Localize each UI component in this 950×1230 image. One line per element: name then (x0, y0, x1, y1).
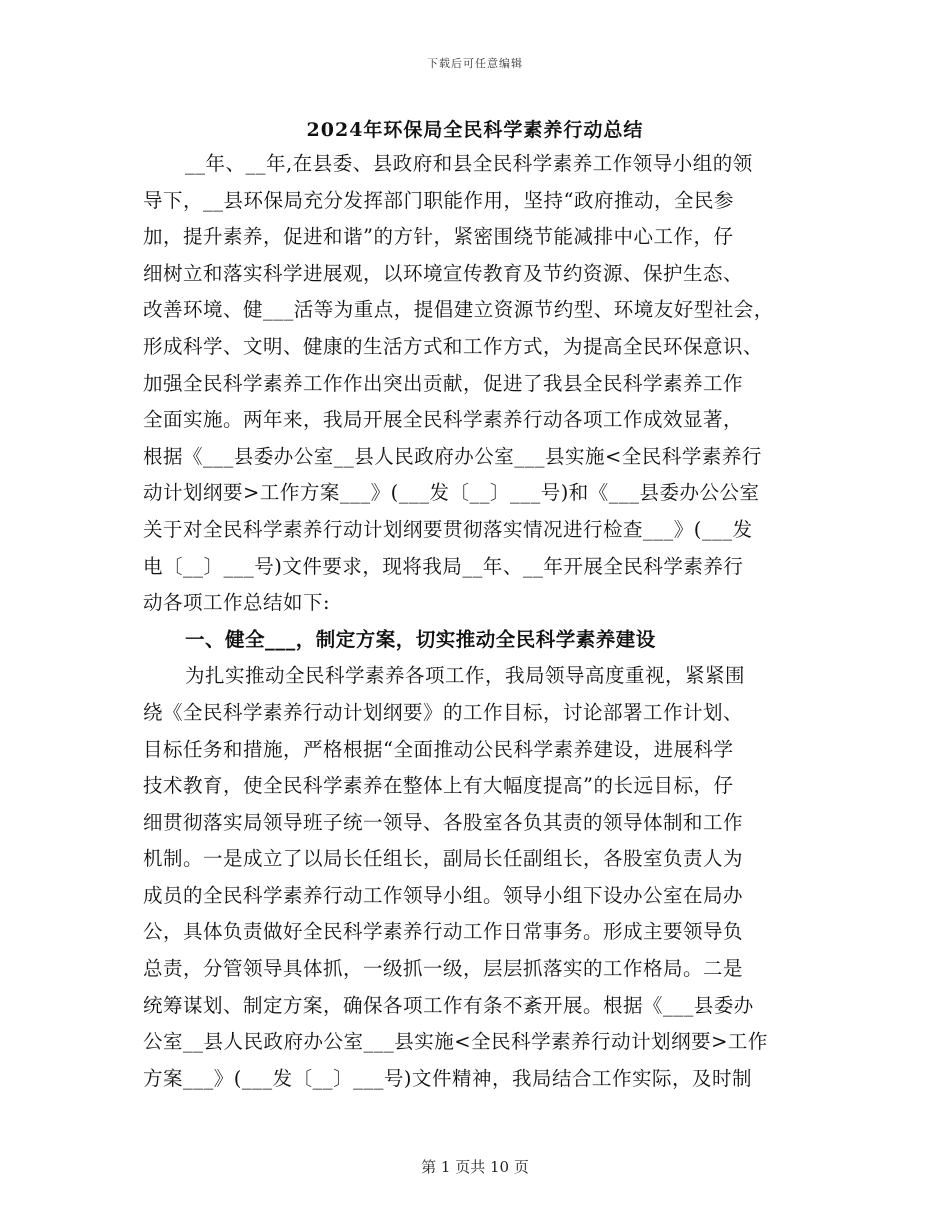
text-line: 公，具体负责做好全民科学素养行动工作日常事务。形成主要领导负 (143, 920, 744, 944)
text-line: 全面实施。两年来，我局开展全民科学素养行动各项工作成效显著， (143, 408, 744, 432)
paragraph-intro (143, 146, 813, 622)
text-line: 加强全民科学素养工作作出突出贡献，促进了我县全民科学素养工作 (143, 371, 744, 395)
text-line: 加，提升素养，促进和谐”的方针，紧密围绕节能减排中心工作，仔 (143, 225, 734, 249)
text-line: 细树立和落实科学进展观，以环境宣传教育及节约资源、保护生态、 (143, 261, 744, 285)
section-heading: 一、健全___，制定方案，切实推动全民科学素养建设 (185, 627, 656, 651)
text-line: 动各项工作总结如下: (143, 591, 331, 615)
text-line: 改善环境、健___活等为重点，提倡建立资源节约型、环境友好型社会， (143, 298, 774, 322)
text-line: 形成科学、文明、健康的生活方式和工作方式，为提高全民环保意识、 (143, 334, 764, 358)
text-line: 绕《全民科学素养行动计划纲要》的工作目标，讨论部署工作计划、 (143, 700, 744, 724)
header-note: 下载后可任意编辑 (427, 57, 523, 70)
text-line: 公室__县人民政府办公室___县实施<全民科学素养行动计划纲要>工作 (143, 1030, 768, 1054)
text-line: 总责，分管领导具体抓，一级抓一级，层层抓落实的工作格局。二是 (143, 957, 744, 981)
text-line: 电〔__〕___号)文件要求，现将我局__年、__年开展全民科学素养行 (143, 554, 744, 578)
text-line: 技术教育，使全民科学素养在整体上有大幅度提高”的长远目标，仔 (143, 774, 734, 798)
text-line: 根据《___县委办公室__县人民政府办公室___县实施<全民科学素养行 (143, 444, 762, 468)
text-line: 关于对全民科学素养行动计划纲要贯彻落实情况进行检查___》(___发 (143, 517, 753, 541)
text-line: 统筹谋划、制定方案，确保各项工作有条不紊开展。根据《___县委办 (143, 993, 754, 1017)
document-title: 2024年环保局全民科学素养行动总结 (306, 119, 644, 141)
text-line: 为扎实推动全民科学素养各项工作，我局领导高度重视，紧紧围 (185, 664, 746, 688)
text-line: 机制。一是成立了以局长任组长，副局长任副组长，各股室负责人为 (143, 847, 744, 871)
text-line: 动计划纲要>工作方案___》(___发〔__〕___号)和《___县委办公公室 (143, 481, 760, 505)
paragraph-section-1 (143, 658, 813, 1097)
document-body (143, 146, 813, 1097)
page-footer: 第 1 页共 10 页 (421, 1158, 529, 1176)
text-line: 方案___》(___发〔__〕___号)文件精神，我局结合工作实际，及时制 (143, 1066, 752, 1090)
text-line: 细贯彻落实局领导班子统一领导、各股室各负其责的领导体制和工作 (143, 810, 744, 834)
text-line: __年、__年,在县委、县政府和县全民科学素养工作领导小组的领 (185, 152, 753, 175)
text-line: 目标任务和措施，严格根据“全面推动公民科学素养建设，进展科学 (143, 737, 734, 761)
text-line: 成员的全民科学素养行动工作领导小组。领导小组下设办公室在局办 (143, 883, 744, 907)
text-line: 导下，__县环保局充分发挥部门职能作用，坚持“政府推动，全民参 (143, 188, 734, 212)
